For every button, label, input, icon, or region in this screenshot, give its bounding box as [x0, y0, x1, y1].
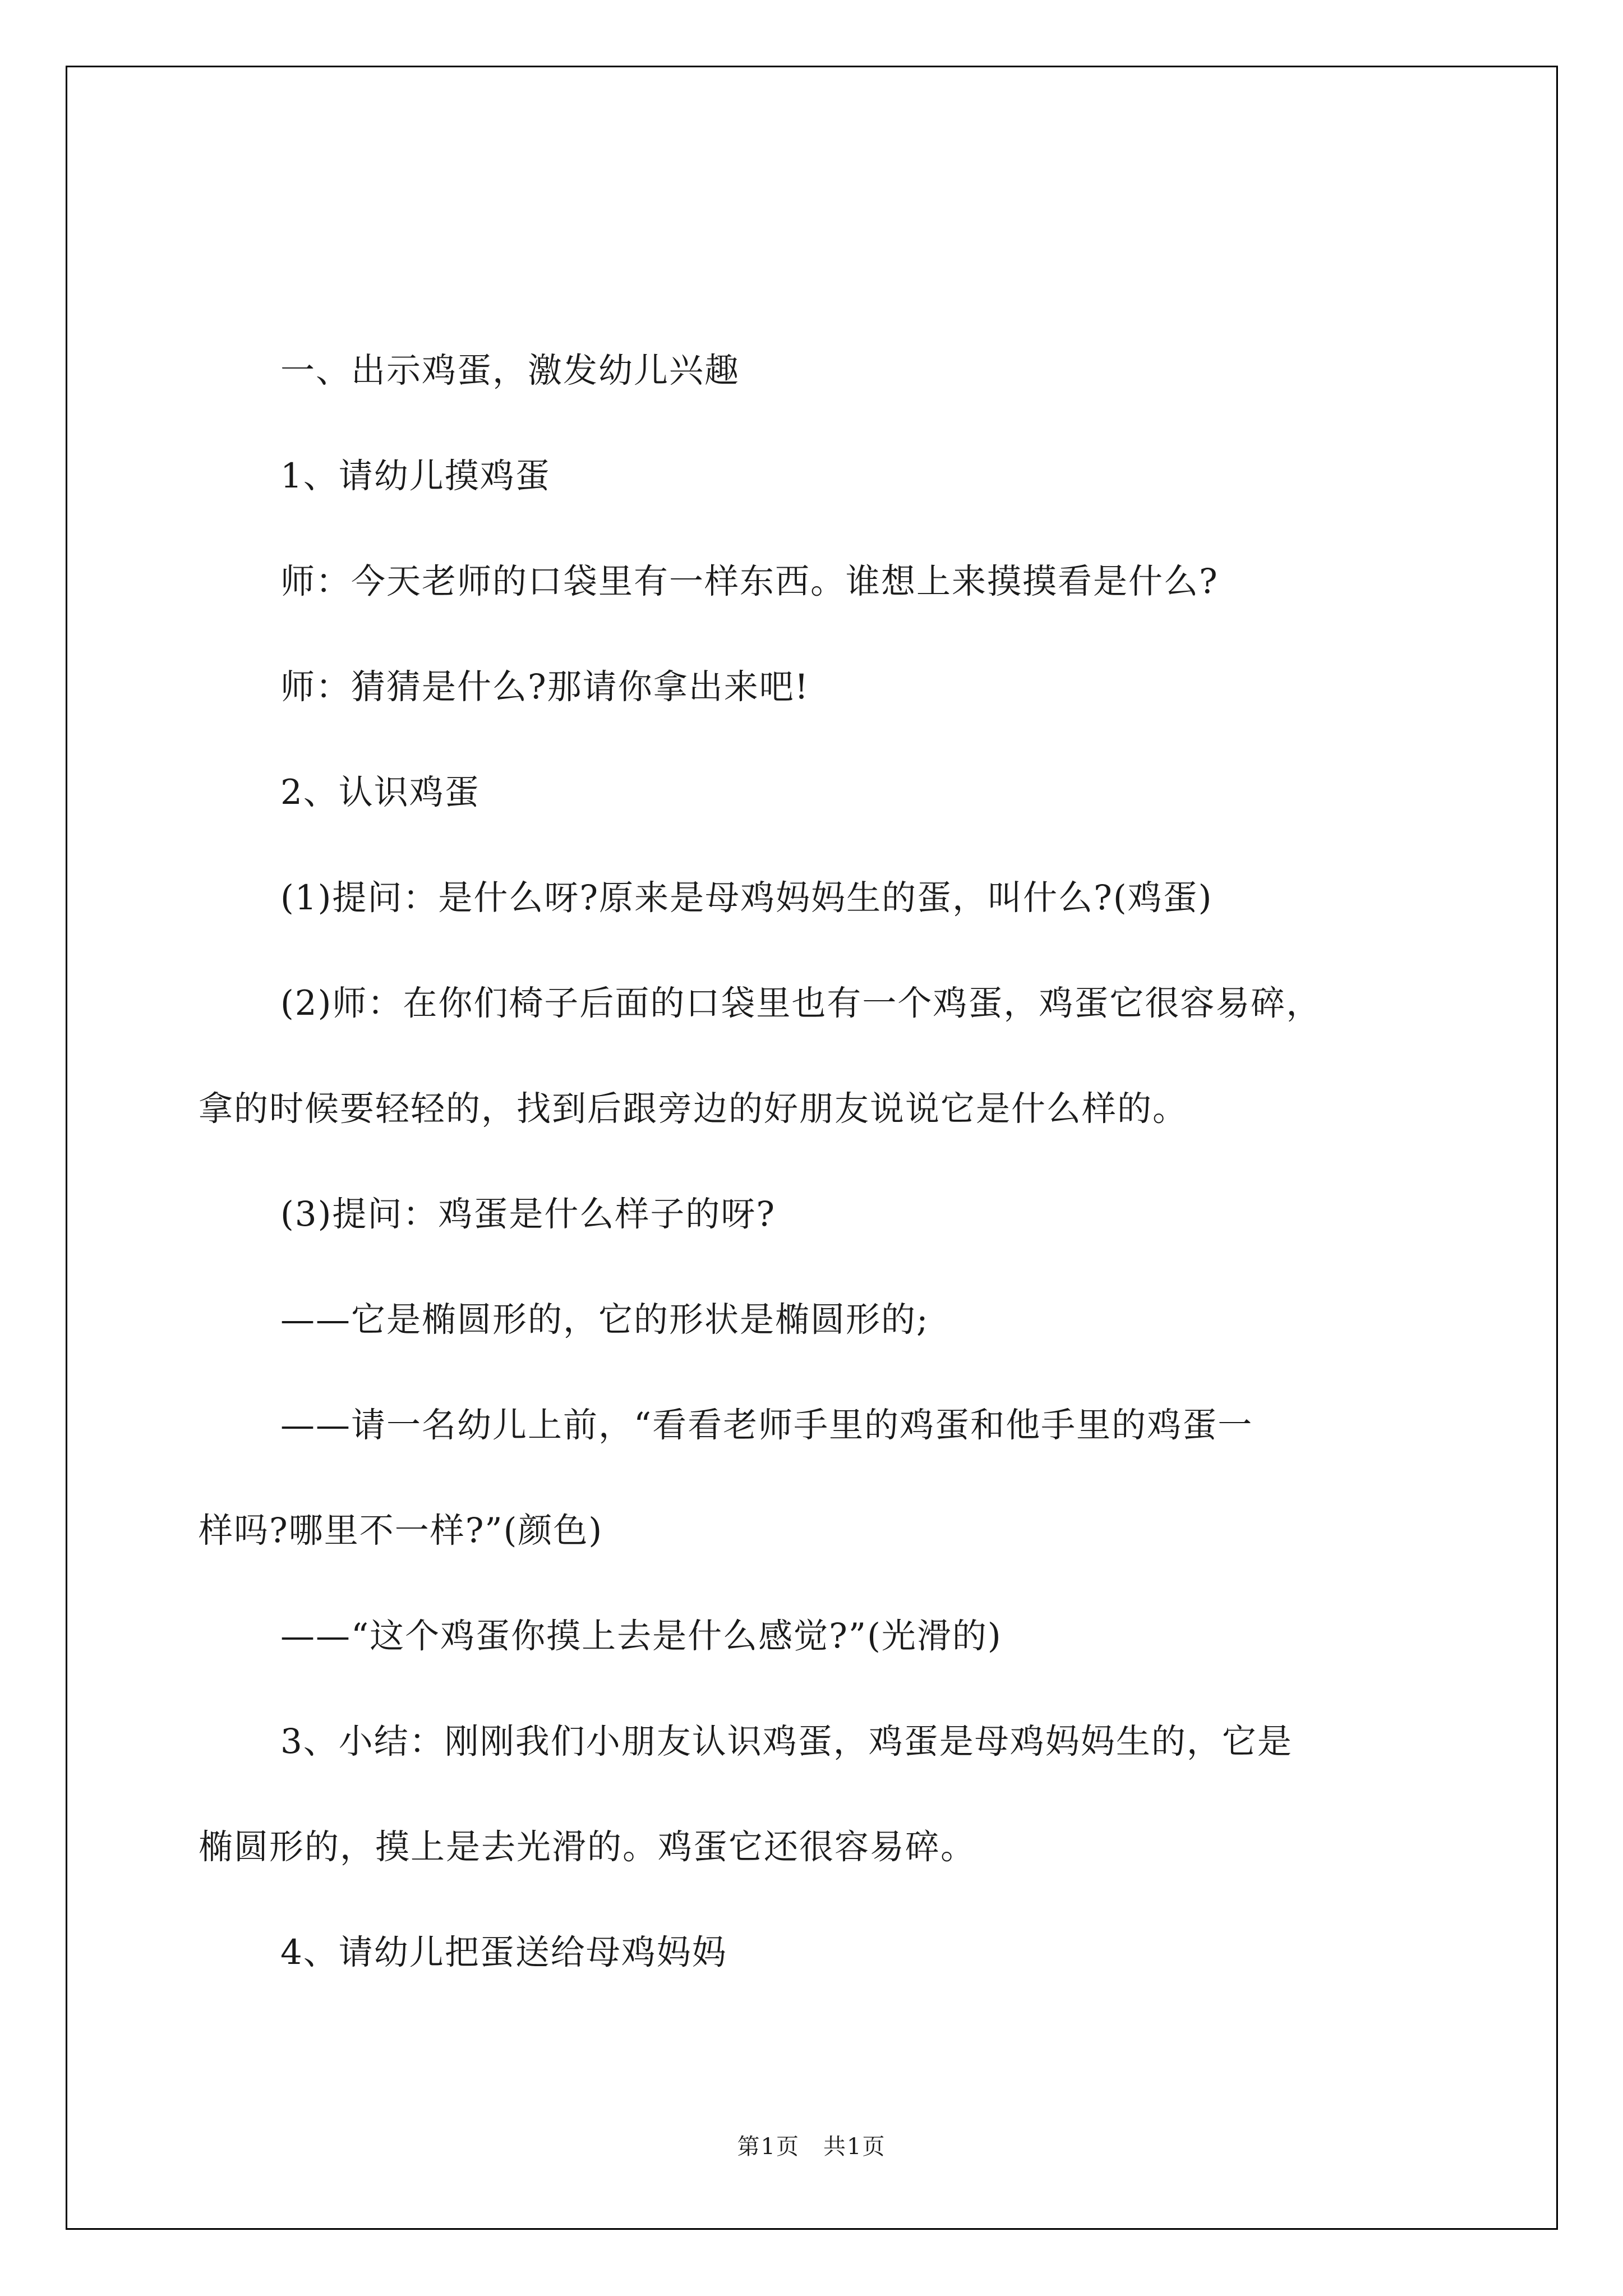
paragraph: 师：今天老师的口袋里有一样东西。谁想上来摸摸看是什么?: [280, 562, 1219, 601]
paragraph: 1、请幼儿摸鸡蛋: [280, 456, 551, 496]
paragraph: 2、认识鸡蛋: [280, 772, 480, 812]
page-number-footer: 第1页 共1页: [737, 2134, 886, 2160]
paragraph: ——它是椭圆形的，它的形状是椭圆形的;: [280, 1300, 929, 1340]
paragraph: 4、请幼儿把蛋送给母鸡妈妈: [280, 1932, 727, 1972]
paragraph: (2)师：在你们椅子后面的口袋里也有一个鸡蛋，鸡蛋它很容易碎，: [280, 983, 1322, 1023]
paragraph-continuation: 拿的时候要轻轻的，找到后跟旁边的好朋友说说它是什么样的。: [199, 1089, 1188, 1129]
paragraph: 3、小结：刚刚我们小朋友认识鸡蛋，鸡蛋是母鸡妈妈生的，它是: [280, 1722, 1293, 1761]
paragraph: (1)提问：是什么呀?原来是母鸡妈妈生的蛋，叫什么?(鸡蛋): [280, 878, 1213, 918]
document-body: [199, 318, 1432, 2005]
paragraph-continuation: 样吗?哪里不一样?”(颜色): [199, 1511, 603, 1550]
paragraph: 师：猜猜是什么?那请你拿出来吧!: [280, 667, 810, 707]
paragraph: ——请一名幼儿上前，“看看老师手里的鸡蛋和他手里的鸡蛋一: [280, 1405, 1253, 1445]
paragraph-continuation: 椭圆形的，摸上是去光滑的。鸡蛋它还很容易碎。: [199, 1827, 976, 1867]
paragraph: 一、出示鸡蛋，激发幼儿兴趣: [280, 351, 740, 390]
paragraph: (3)提问：鸡蛋是什么样子的呀?: [280, 1194, 776, 1234]
paragraph: ——“这个鸡蛋你摸上去是什么感觉?”(光滑的): [280, 1616, 1002, 1656]
